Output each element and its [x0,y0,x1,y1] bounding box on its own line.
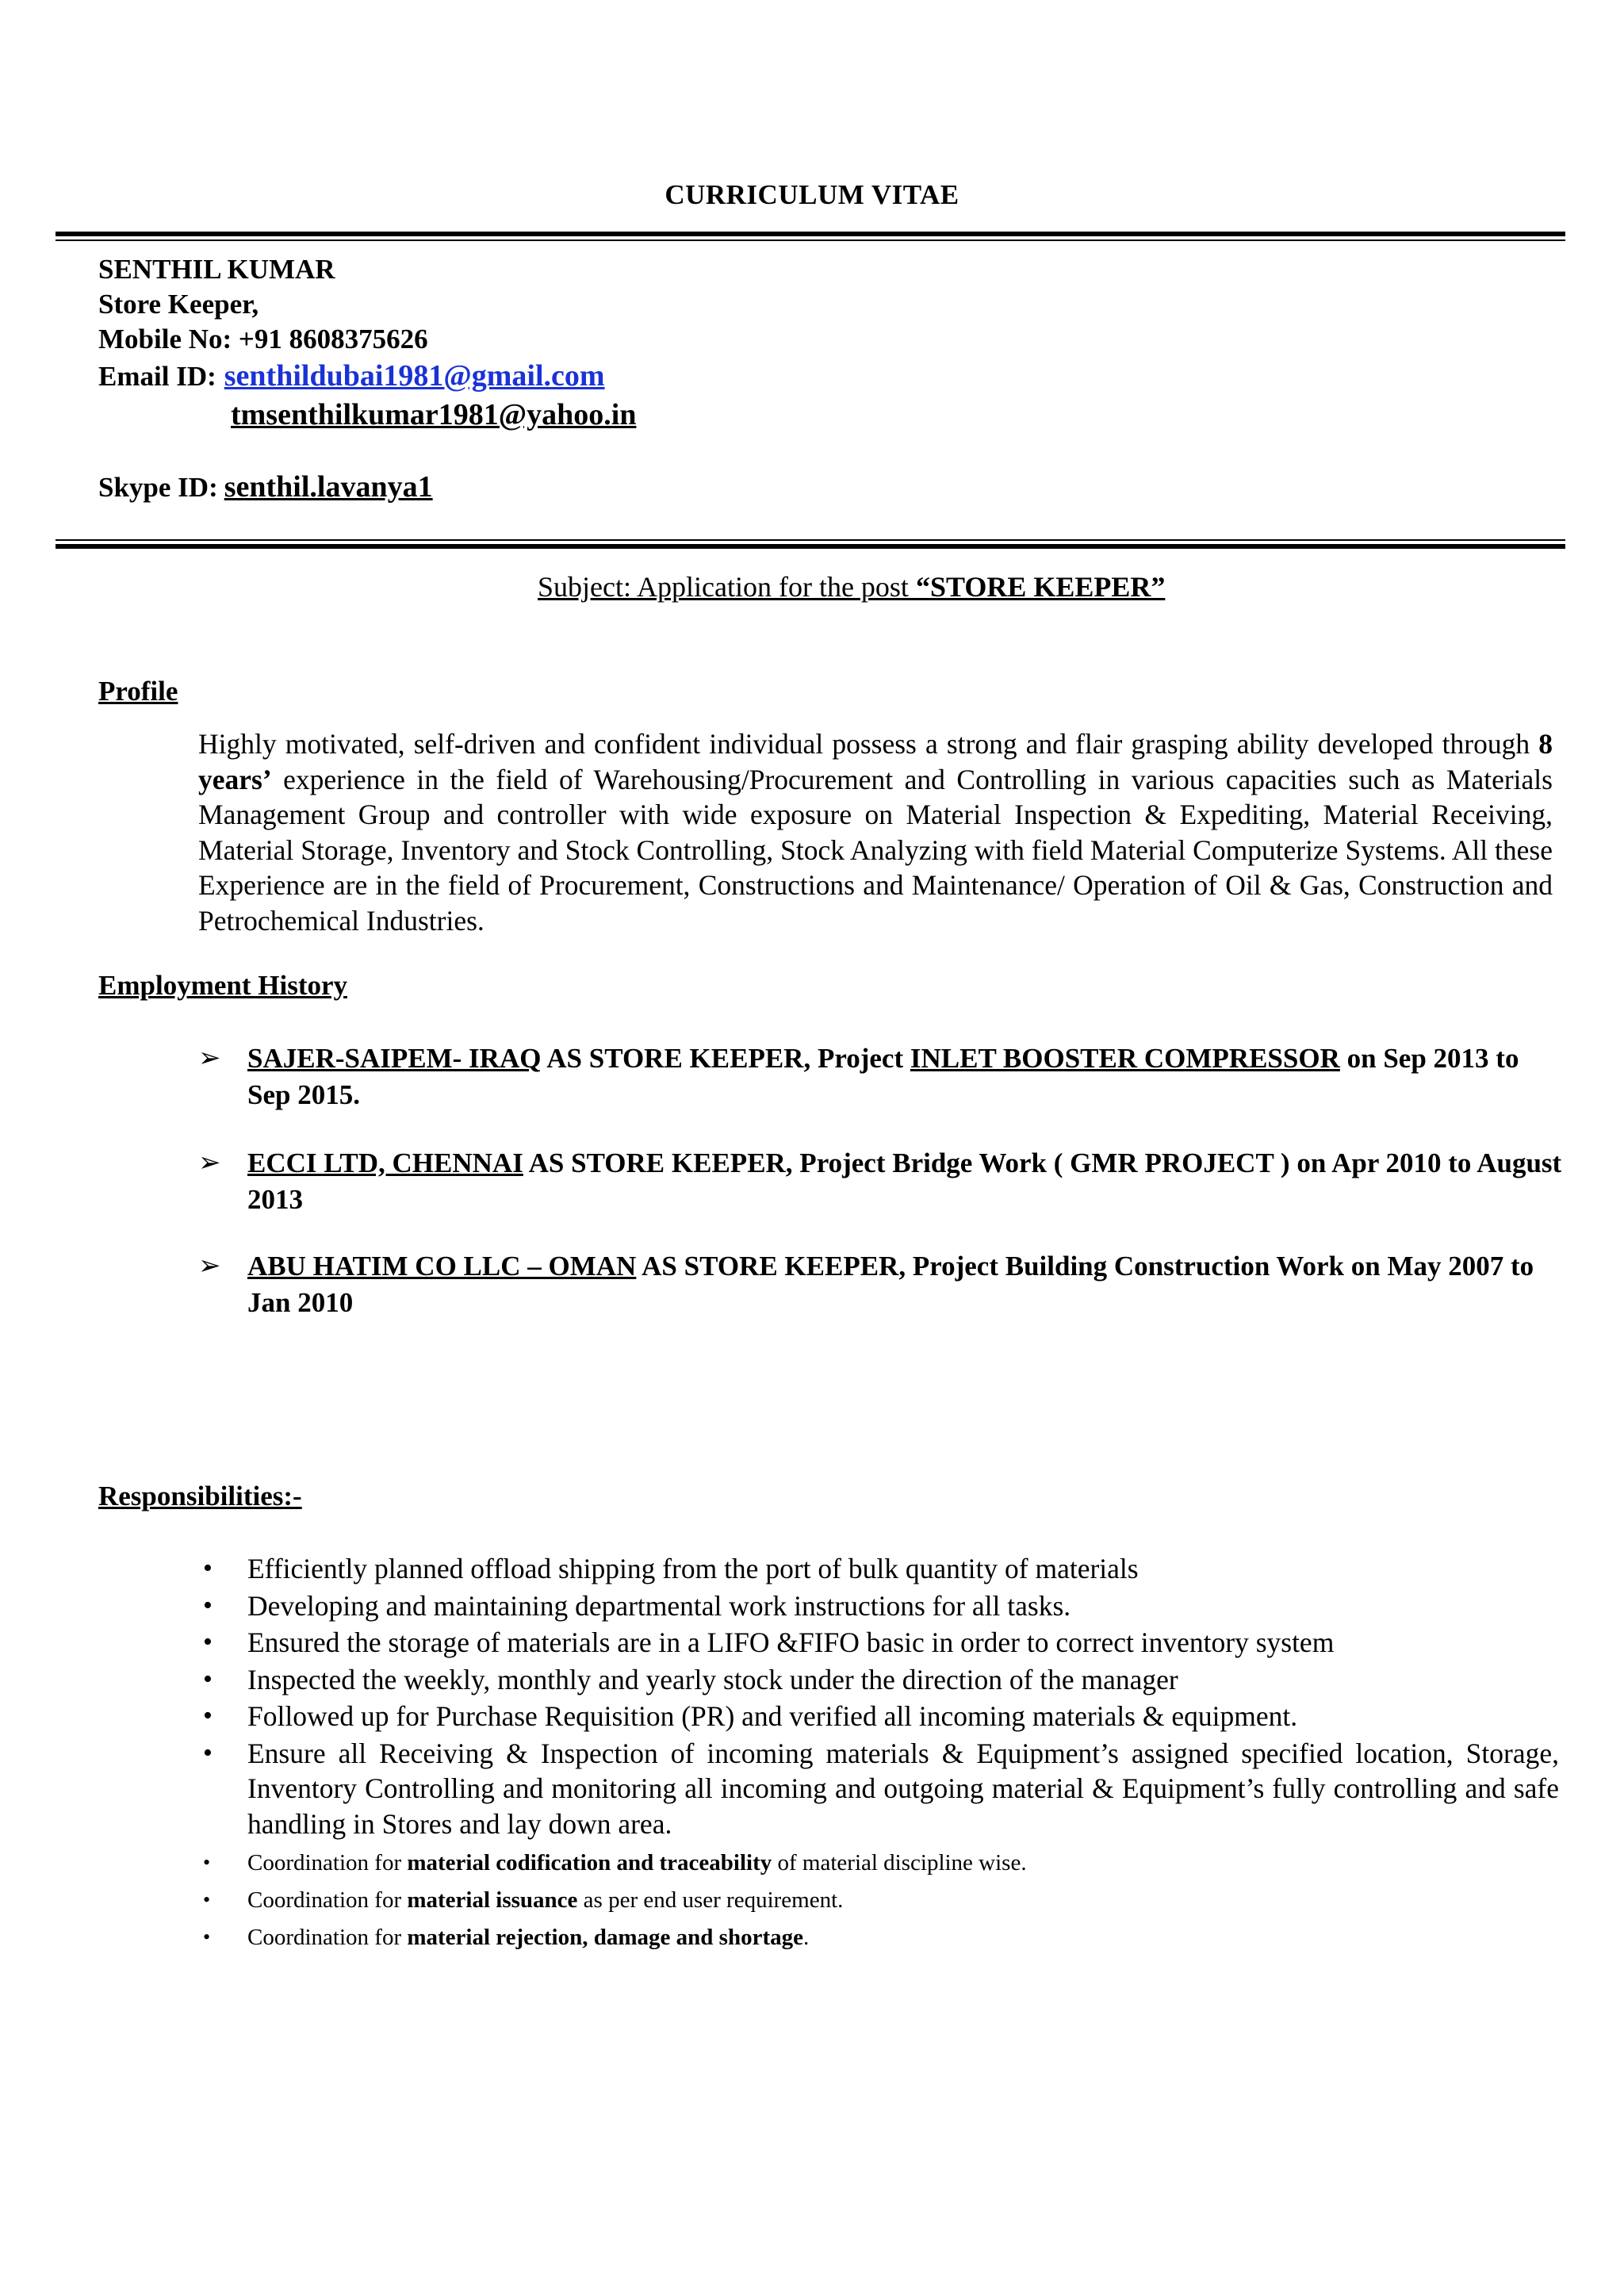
responsibility-item-small [198,1886,1559,1914]
profile-years: 8 years’ [198,728,1553,795]
employment-period: on Sep 2013 to Sep 2015. [247,1043,1519,1110]
employment-heading: Employment History [98,970,348,1001]
skype-row [98,469,433,504]
employment-role: AS STORE KEEPER, Project Building Construction Work on May 2007 to Jan 2010 [247,1251,1534,1318]
bullet-icon: • [203,1701,213,1730]
responsibility-item [198,1625,1559,1661]
profile-paragraph [198,726,1553,938]
responsibility-text: Ensured the storage of materials are in a LIFO &FIFO basic in order to correct inventory system [247,1626,1335,1658]
skype-label: Skype ID: [98,472,218,503]
responsibilities-list [198,1551,1559,1960]
top-rule-thick [56,232,1565,236]
responsibility-item [198,1588,1559,1624]
responsibility-item [198,1736,1559,1842]
mobile-label: Mobile No: [98,324,232,354]
employment-item [198,1145,1562,1218]
responsibility-item [198,1662,1559,1698]
employer-name: ABU HATIM CO LLC – OMAN [247,1251,637,1282]
responsibility-text: Coordination for [247,1925,408,1950]
email-secondary-row [98,397,636,433]
responsibility-text: Followed up for Purchase Requisition (PR) and verified all incoming materials & equipment. [247,1700,1298,1732]
bullet-icon: • [203,1590,213,1620]
responsibility-item [198,1551,1559,1587]
email-label: Email ID: [98,361,216,392]
employer-name: SAJER-SAIPEM- IRAQ [247,1043,542,1074]
email-primary-link[interactable]: senthildubai1981@gmail.com [224,359,605,393]
responsibility-item-small [198,1923,1559,1952]
bullet-icon: • [203,1925,211,1948]
middle-rule-thin [56,539,1565,541]
bullet-icon: • [203,1888,211,1911]
bullet-icon: • [203,1738,213,1768]
responsibility-item-small [198,1849,1559,1877]
subject-line [538,570,1165,603]
middle-rule-thick [56,544,1565,549]
bullet-icon: • [203,1851,211,1874]
bullet-icon: • [203,1664,213,1694]
responsibility-text: . [802,1925,810,1950]
employment-list [198,1040,1562,1353]
responsibility-item [198,1699,1559,1734]
email-row [98,358,636,394]
responsibility-emphasis: material issuance [407,1887,578,1913]
arrow-bullet-icon: ➢ [198,1148,221,1178]
top-rule-thin [56,239,1565,241]
contact-block [98,252,636,433]
profile-heading: Profile [98,676,178,707]
employment-item [198,1248,1562,1321]
employment-item [198,1040,1562,1113]
arrow-bullet-icon: ➢ [198,1044,221,1073]
responsibility-text: Coordination for [247,1850,408,1875]
bullet-icon: • [203,1627,213,1657]
employment-role: AS STORE KEEPER, Project Bridge Work ( GMR PROJECT ) on Apr 2010 to August 2013 [247,1148,1562,1215]
mobile-row [98,322,636,357]
candidate-role: Store Keeper, [98,289,259,320]
responsibility-text: Inspected the weekly, monthly and yearly stock under the direction of the manager [247,1663,1178,1695]
employment-project: INLET BOOSTER COMPRESSOR [910,1043,1340,1074]
subject-post: “STORE KEEPER” [915,571,1166,603]
responsibility-text: Coordination for [247,1887,408,1913]
email-secondary: tmsenthilkumar1981@yahoo.in [231,398,637,431]
arrow-bullet-icon: ➢ [198,1251,221,1281]
employer-name: ECCI LTD, CHENNAI [247,1148,523,1178]
mobile-number: +91 8608375626 [238,324,428,354]
responsibility-text: Ensure all Receiving & Inspection of incoming materials & Equipment’s assigned specified location, Storage, Inventory Controlling and monitoring all incoming and outgoing material & Equipment’s fully controlling and safe handling in Stores and lay down area. [247,1737,1559,1840]
document-title: CURRICULUM VITAE [665,179,959,210]
responsibility-text: of material discipline wise. [772,1850,1027,1875]
responsibility-text: Efficiently planned offload shipping from the port of bulk quantity of materials [247,1553,1139,1584]
candidate-name: SENTHIL KUMAR [98,254,335,285]
bullet-icon: • [203,1554,213,1583]
skype-id: senthil.lavanya1 [224,470,433,504]
profile-text-start: Highly motivated, self-driven and confident individual possess a strong and flair grasping ability developed through [198,728,1539,760]
responsibility-emphasis: material codification and traceability [407,1850,772,1875]
subject-prefix: Subject: Application for the post [538,571,916,603]
responsibilities-heading: Responsibilities:- [98,1481,302,1511]
employment-role: AS STORE KEEPER, Project [541,1043,910,1074]
responsibility-emphasis: material rejection, damage and shortage [407,1925,803,1950]
profile-text-end: experience in the field of Warehousing/Procurement and Controlling in various capacities such as Materials Management Group and controller with wide exposure on Material Inspection & Expediting, Material Receiving, Material Storage, Inventory and Stock Controlling, Stock Analyzing with field Material Computerize Systems. All these Experience are in the field of Procurement, Constructions and Maintenance/ Operation of Oil & Gas, Construction and Petrochemical Industries. [198,763,1553,937]
responsibility-text: Developing and maintaining departmental work instructions for all tasks. [247,1589,1071,1622]
responsibility-text: as per end user requirement. [577,1887,844,1913]
